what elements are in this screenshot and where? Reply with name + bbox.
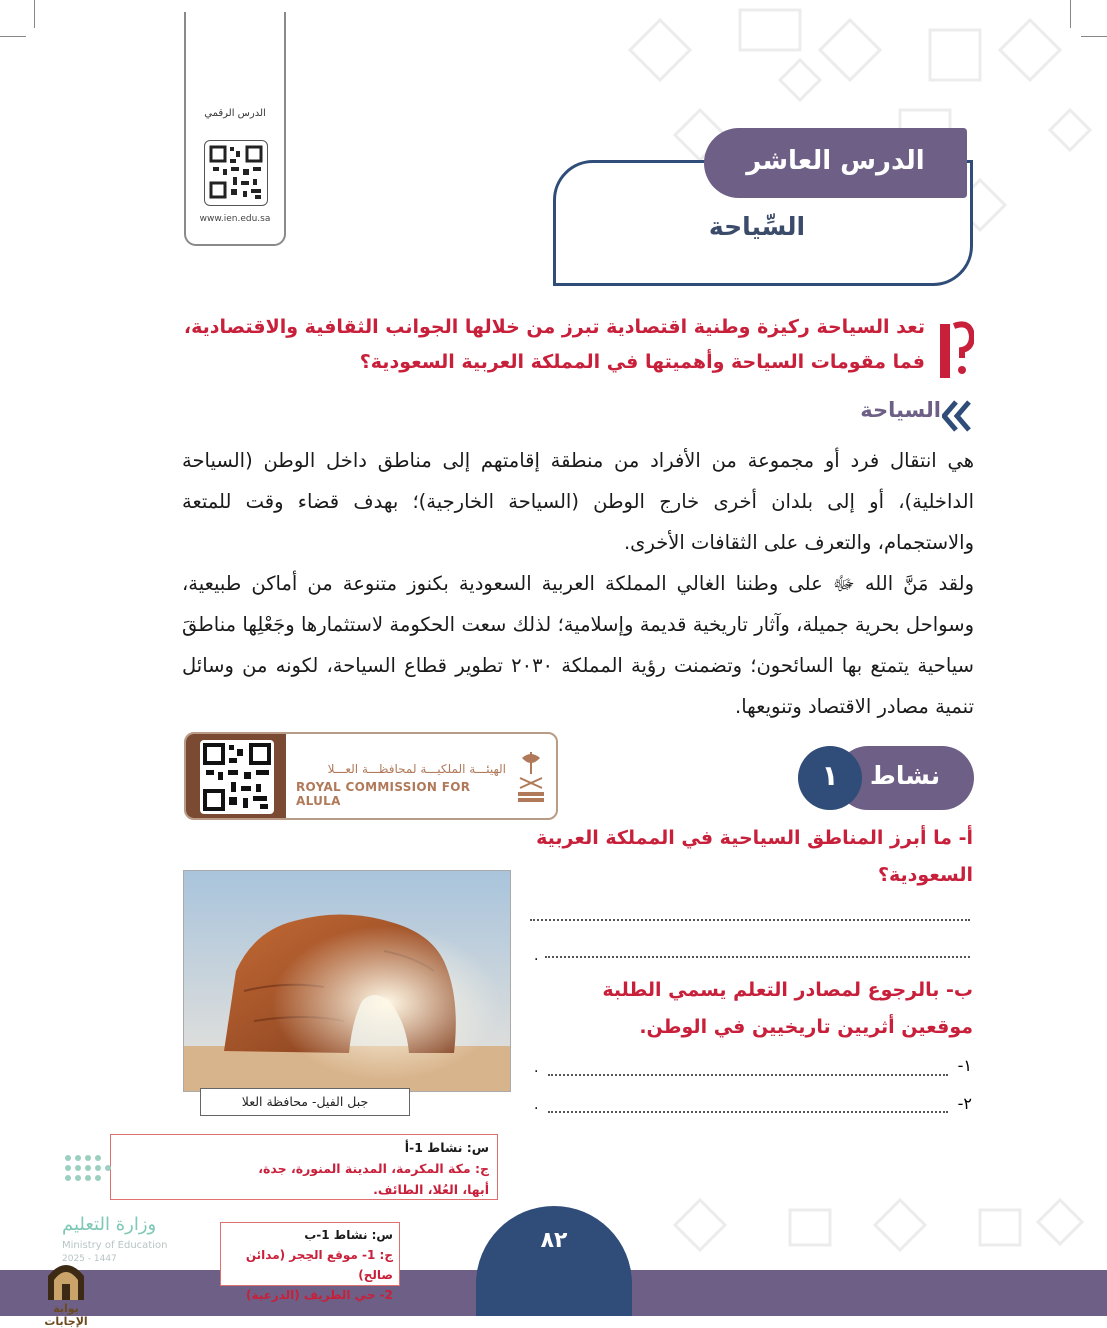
crop-mark (0, 36, 26, 37)
activity-badge (798, 746, 974, 810)
double-chevron-icon (942, 400, 972, 432)
item-number-1: ١- (957, 1056, 972, 1075)
question-mark-icon (938, 318, 974, 380)
activity-number: ١ (798, 746, 862, 810)
answer-box-1-question: س: نشاط 1-أ (404, 1140, 489, 1155)
banner-qr-frame (186, 734, 286, 818)
section-heading-text: السياحة (860, 398, 941, 422)
ministry-year: 2025 - 1447 (62, 1254, 117, 1264)
body-paragraph-2: ولقد مَنَّ الله ﷻ على وطننا الغالي المملكة العربية السعودية بكنوز متنوعة من أماكن طبيعية، وسواحل بحرية جميلة، وآثار تاريخية قديمة وإسلامية؛ لذلك سعت الحكومة لاستثمارها وجَعْلِها مناطقَ سياحية يتمتع بها السائحون؛ وتضمنت رؤية المملكة ٢٠٣٠ تطوير قطاع السياحة، لكونه من وسائل تنمية مصادر الاقتصاد وتنويعها. (182, 572, 974, 718)
ministry-dots-icon (62, 1150, 132, 1190)
bullet-dot: . (534, 1060, 539, 1076)
bullet-dot: . (534, 1097, 539, 1113)
body-paragraph-1: هي انتقال فرد أو مجموعة من الأفراد من منطقة إقامتهم إلى مناطق داخل الوطن (السياحة الداخلية)، أو إلى بلدان أخرى خارج الوطن (السياحة الخارجية)؛ بهدف قضاء وقت للمتعة والاستجمام، والتعرف على الثقافات الأخرى. (182, 449, 974, 554)
answer-box-2-line-2: 2- حي الطريف (الدرعية) (245, 1288, 393, 1302)
activity-question-b: ب- بالرجوع لمصادر التعلم يسمي الطلبة موقعين أثريين تاريخيين في الوطن. (602, 979, 973, 1038)
answer-line[interactable] (530, 918, 970, 921)
item-number-2: ٢- (957, 1094, 972, 1113)
answer-box-2 (220, 1222, 400, 1302)
portal-building-icon (44, 1256, 88, 1302)
footer-pattern (640, 1180, 1107, 1270)
activity-label: نشاط (836, 746, 974, 810)
lesson-number-badge: الدرس العاشر (704, 128, 967, 198)
elephant-rock-photo (183, 870, 511, 1092)
banner-arabic-name: الهيئـــة الملكيـــة لمحافظـــة العـــلا (327, 762, 506, 776)
page-number: ٨٢ (540, 1228, 568, 1253)
activity-question-a: أ- ما أبرز المناطق السياحية في المملكة العربية السعودية؟ (536, 827, 973, 886)
section-heading (741, 398, 941, 432)
digital-lesson-tab[interactable] (184, 12, 286, 246)
digital-lesson-label: الدرس الرقمي (204, 108, 266, 119)
section-body (182, 440, 974, 727)
qr-code-icon[interactable] (204, 140, 268, 206)
answer-box-2-line-1: ج: 1- موقع الحِجر (مدائن صالح) (245, 1248, 393, 1282)
lesson-title: السِّياحة (708, 212, 806, 241)
page-number-tab (476, 1206, 632, 1316)
answers-portal-logo (30, 1256, 102, 1328)
ministry-name-english: Ministry of Education (62, 1240, 168, 1251)
intro-line-2: فما مقومات السياحة وأهميتها في المملكة العربية السعودية؟ (359, 351, 925, 373)
qr-code-icon[interactable] (200, 740, 274, 814)
answer-box-2-question: س: نشاط 1-ب (304, 1228, 393, 1242)
answer-line[interactable] (545, 955, 970, 958)
answer-line[interactable] (548, 1073, 948, 1076)
ministry-logo (62, 1150, 202, 1270)
portal-name: بوابة الإجابات (44, 1302, 88, 1328)
crop-mark (34, 0, 35, 28)
answer-box-1-line-2: أبها، العُلا، الطائف. (373, 1182, 489, 1197)
ministry-name-arabic: وزارة التعليم (62, 1214, 157, 1235)
alula-banner[interactable] (184, 732, 558, 820)
banner-english-name: ROYAL COMMISSION FOR ALULA (296, 780, 471, 808)
answer-line[interactable] (548, 1110, 948, 1113)
saudi-emblem-icon (516, 748, 546, 806)
bullet-dot: . (534, 948, 539, 964)
photo-caption: جبل الفيل- محافظة العلا (200, 1088, 410, 1116)
intro-question (180, 310, 925, 380)
intro-line-1: تعد السياحة ركيزة وطنية اقتصادية تبرز من خلالها الجوانب الثقافية والاقتصادية، (183, 316, 925, 338)
answer-box-1-line-1: ج: مكة المكرمة، المدينة المنورة، جدة، (258, 1161, 489, 1176)
digital-lesson-url[interactable]: www.ien.edu.sa (199, 214, 271, 224)
